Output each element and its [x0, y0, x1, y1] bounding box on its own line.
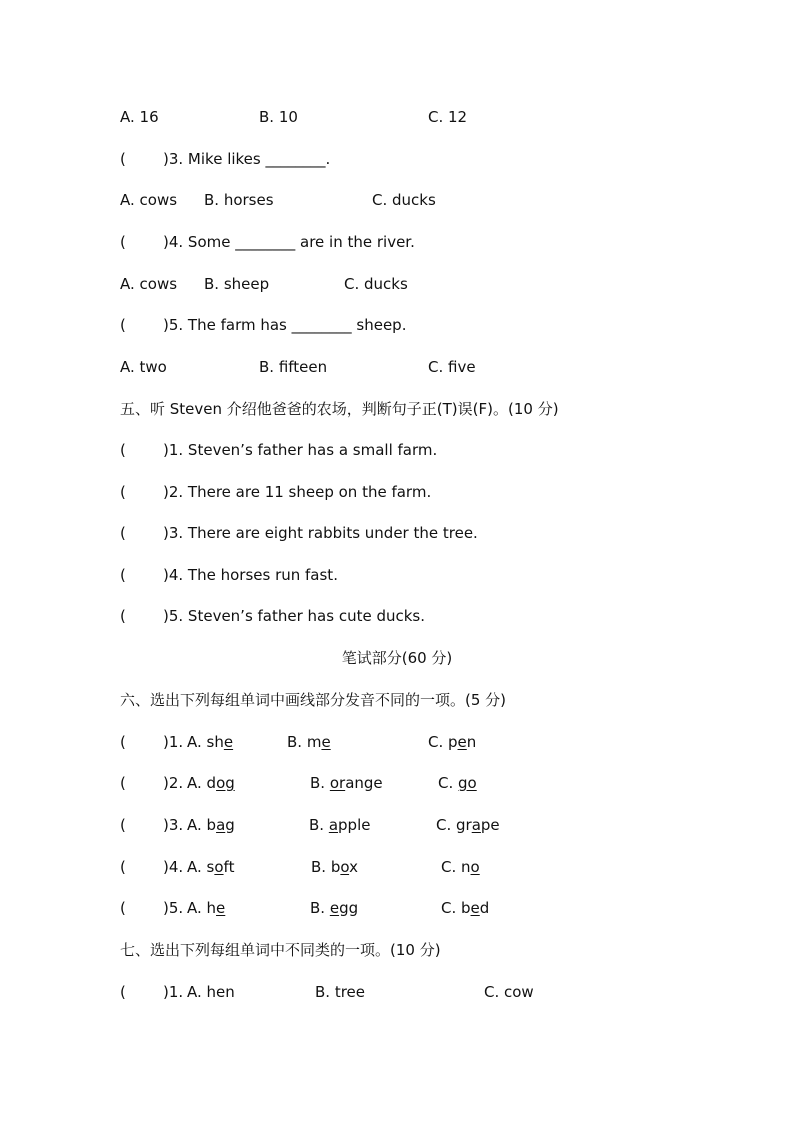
option-a: A. soft [187, 858, 235, 876]
q6-item1 [0, 730, 794, 754]
option-a: A. cows [120, 275, 178, 293]
item-number: )3. [163, 816, 184, 834]
q7-item1 [0, 980, 794, 1004]
item-number: )1. [163, 733, 184, 751]
item-number: )1. [163, 983, 184, 1001]
item-number: )2. [163, 774, 184, 792]
q6-item5 [0, 896, 794, 920]
option-b: B. sheep [204, 275, 270, 293]
option-a: A. hen [187, 983, 235, 1001]
question-stem: )5. The farm has ________ sheep. [163, 316, 407, 334]
q4-item2-options [0, 105, 794, 129]
option-c: C. 12 [428, 108, 468, 126]
q5-heading-row [0, 397, 794, 421]
option-b: B. me [287, 733, 331, 751]
option-b: B. tree [315, 983, 366, 1001]
q6-heading-row [0, 688, 794, 712]
q4-item4-options [0, 272, 794, 296]
statement: )3. There are eight rabbits under the tree. [163, 524, 478, 542]
option-a: A. two [120, 358, 167, 376]
q4-item5-options [0, 355, 794, 379]
option-b: B. egg [310, 899, 359, 917]
answer-paren: ( [120, 983, 126, 1001]
q6-item3 [0, 813, 794, 837]
option-a: A. bag [187, 816, 235, 834]
answer-paren: ( [120, 858, 126, 876]
statement: )4. The horses run fast. [163, 566, 338, 584]
question-stem: )4. Some ________ are in the river. [163, 233, 415, 251]
q4-item5 [0, 313, 794, 337]
option-b: B. fifteen [259, 358, 328, 376]
answer-paren: ( [120, 774, 126, 792]
statement: )5. Steven’s father has cute ducks. [163, 607, 426, 625]
option-c: C. go [438, 774, 477, 792]
option-c: C. no [441, 858, 480, 876]
option-b: B. 10 [259, 108, 298, 126]
q5-item2 [0, 480, 794, 504]
answer-paren: ( [120, 441, 126, 459]
option-c: C. cow [484, 983, 534, 1001]
section-heading: 五、听 Steven 介绍他爸爸的农场，判断句子正(T)误(F)。(10 分) [120, 400, 559, 418]
answer-paren: ( [120, 524, 126, 542]
answer-paren: ( [120, 316, 126, 334]
answer-paren: ( [120, 733, 126, 751]
q4-item4 [0, 230, 794, 254]
q5-item1 [0, 438, 794, 462]
answer-paren: ( [120, 566, 126, 584]
written-section-title: 笔试部分(60 分) [341, 649, 453, 667]
option-c: C. pen [428, 733, 477, 751]
option-a: A. he [187, 899, 226, 917]
q7-heading-row [0, 938, 794, 962]
option-a: A. cows [120, 191, 178, 209]
option-a: A. 16 [120, 108, 159, 126]
q5-item4 [0, 563, 794, 587]
option-c: C. bed [441, 899, 490, 917]
q5-item3 [0, 521, 794, 545]
option-c: C. five [428, 358, 476, 376]
statement: )2. There are 11 sheep on the farm. [163, 483, 432, 501]
q6-item2 [0, 771, 794, 795]
option-b: B. apple [309, 816, 371, 834]
item-number: )5. [163, 899, 184, 917]
option-c: C. ducks [344, 275, 408, 293]
answer-paren: ( [120, 816, 126, 834]
section-heading: 七、选出下列每组单词中不同类的一项。(10 分) [120, 941, 441, 959]
answer-paren: ( [120, 899, 126, 917]
option-b: B. box [311, 858, 358, 876]
answer-paren: ( [120, 233, 126, 251]
statement: )1. Steven’s father has a small farm. [163, 441, 438, 459]
option-c: C. ducks [372, 191, 436, 209]
option-a: A. dog [187, 774, 235, 792]
answer-paren: ( [120, 150, 126, 168]
question-stem: )3. Mike likes ________. [163, 150, 331, 168]
option-b: B. horses [204, 191, 274, 209]
option-c: C. grape [436, 816, 500, 834]
item-number: )4. [163, 858, 184, 876]
q4-item3-options [0, 188, 794, 212]
answer-paren: ( [120, 483, 126, 501]
q4-item3 [0, 147, 794, 171]
q6-item4 [0, 855, 794, 879]
q5-item5 [0, 604, 794, 628]
answer-paren: ( [120, 607, 126, 625]
section-heading: 六、选出下列每组单词中画线部分发音不同的一项。(5 分) [120, 691, 507, 709]
option-a: A. she [187, 733, 234, 751]
option-b: B. orange [310, 774, 383, 792]
